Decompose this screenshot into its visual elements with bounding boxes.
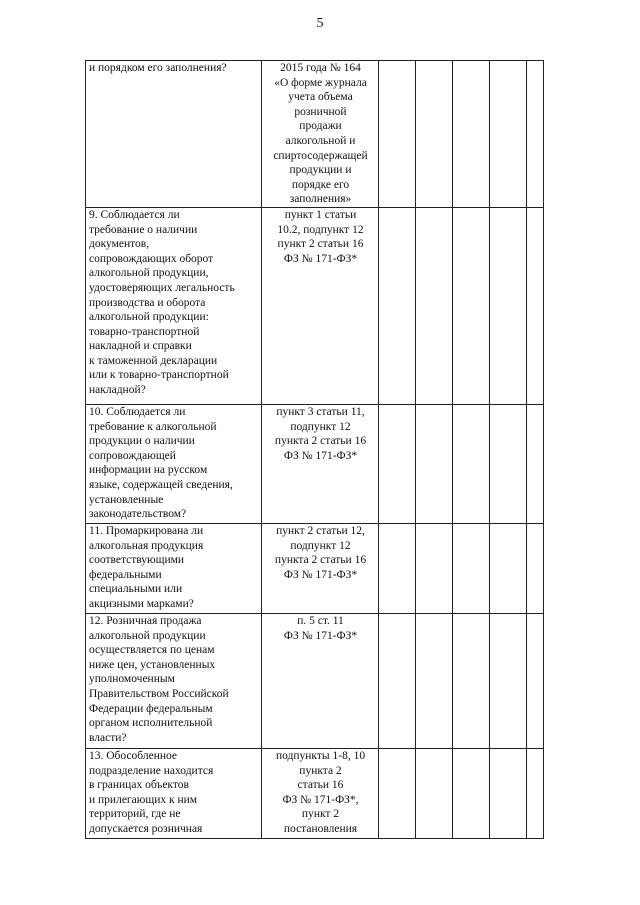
reference-cell: подпункты 1-8, 10 пункта 2 статьи 16 ФЗ № 171-ФЗ*, пункт 2 постановления [262, 748, 379, 838]
note-cell[interactable] [527, 207, 544, 404]
question-cell: 13. Обособленное подразделение находится в границах объектов и прилегающих к ним территорий, где не допускается розничная [86, 748, 262, 838]
answer-na-cell[interactable] [453, 748, 490, 838]
page-number: 5 [316, 16, 324, 31]
checklist-table [85, 60, 544, 839]
answer-yes-cell[interactable] [379, 61, 416, 208]
answer-yes-cell[interactable] [379, 613, 416, 748]
note-cell[interactable] [527, 61, 544, 208]
question-cell: 9. Соблюдается ли требование о наличии документов, сопровождающих оборот алкогольной продукции, удостоверяющих легальность производства и оборота алкогольной продукции: товарно-транспортной накладной и справки к таможенной декларации или к товарно-транспортной накладной? [86, 207, 262, 404]
reference-cell: пункт 3 статьи 11, подпункт 12 пункта 2 статьи 16 ФЗ № 171-ФЗ* [262, 404, 379, 523]
note-cell[interactable] [527, 613, 544, 748]
answer-extra-cell[interactable] [490, 404, 527, 523]
answer-no-cell[interactable] [416, 207, 453, 404]
answer-yes-cell[interactable] [379, 523, 416, 613]
question-cell: 10. Соблюдается ли требование к алкогольной продукции о наличии сопровождающей информации на русском языке, содержащей сведения, установленные законодательством? [86, 404, 262, 523]
reference-cell: пункт 2 статьи 12, подпункт 12 пункта 2 статьи 16 ФЗ № 171-ФЗ* [262, 523, 379, 613]
reference-cell: п. 5 ст. 11 ФЗ № 171-ФЗ* [262, 613, 379, 748]
table-row [86, 61, 544, 208]
table-row [86, 207, 544, 404]
answer-na-cell[interactable] [453, 613, 490, 748]
table-row [86, 748, 544, 838]
question-cell: 11. Промаркирована ли алкогольная продукция соответствующими федеральными специальными или акцизными марками? [86, 523, 262, 613]
table-row [86, 613, 544, 748]
answer-yes-cell[interactable] [379, 207, 416, 404]
note-cell[interactable] [527, 404, 544, 523]
question-cell: и порядком его заполнения? [86, 61, 262, 208]
reference-cell: 2015 года № 164 «О форме журнала учета объема розничной продажи алкогольной и спиртосодержащей продукции и порядке его заполнения» [262, 61, 379, 208]
answer-extra-cell[interactable] [490, 748, 527, 838]
answer-na-cell[interactable] [453, 61, 490, 208]
answer-no-cell[interactable] [416, 404, 453, 523]
question-cell: 12. Розничная продажа алкогольной продукции осуществляется по ценам ниже цен, установленных уполномоченным Правительством Российской Федерации федеральным органом исполнительной власти? [86, 613, 262, 748]
answer-na-cell[interactable] [453, 404, 490, 523]
table-row [86, 523, 544, 613]
answer-no-cell[interactable] [416, 61, 453, 208]
answer-extra-cell[interactable] [490, 523, 527, 613]
answer-na-cell[interactable] [453, 523, 490, 613]
table-row [86, 404, 544, 523]
answer-extra-cell[interactable] [490, 613, 527, 748]
note-cell[interactable] [527, 748, 544, 838]
answer-no-cell[interactable] [416, 613, 453, 748]
note-cell[interactable] [527, 523, 544, 613]
answer-no-cell[interactable] [416, 748, 453, 838]
reference-cell: пункт 1 статьи 10.2, подпункт 12 пункт 2 статьи 16 ФЗ № 171-ФЗ* [262, 207, 379, 404]
answer-na-cell[interactable] [453, 207, 490, 404]
answer-yes-cell[interactable] [379, 404, 416, 523]
answer-extra-cell[interactable] [490, 207, 527, 404]
answer-no-cell[interactable] [416, 523, 453, 613]
answer-yes-cell[interactable] [379, 748, 416, 838]
answer-extra-cell[interactable] [490, 61, 527, 208]
